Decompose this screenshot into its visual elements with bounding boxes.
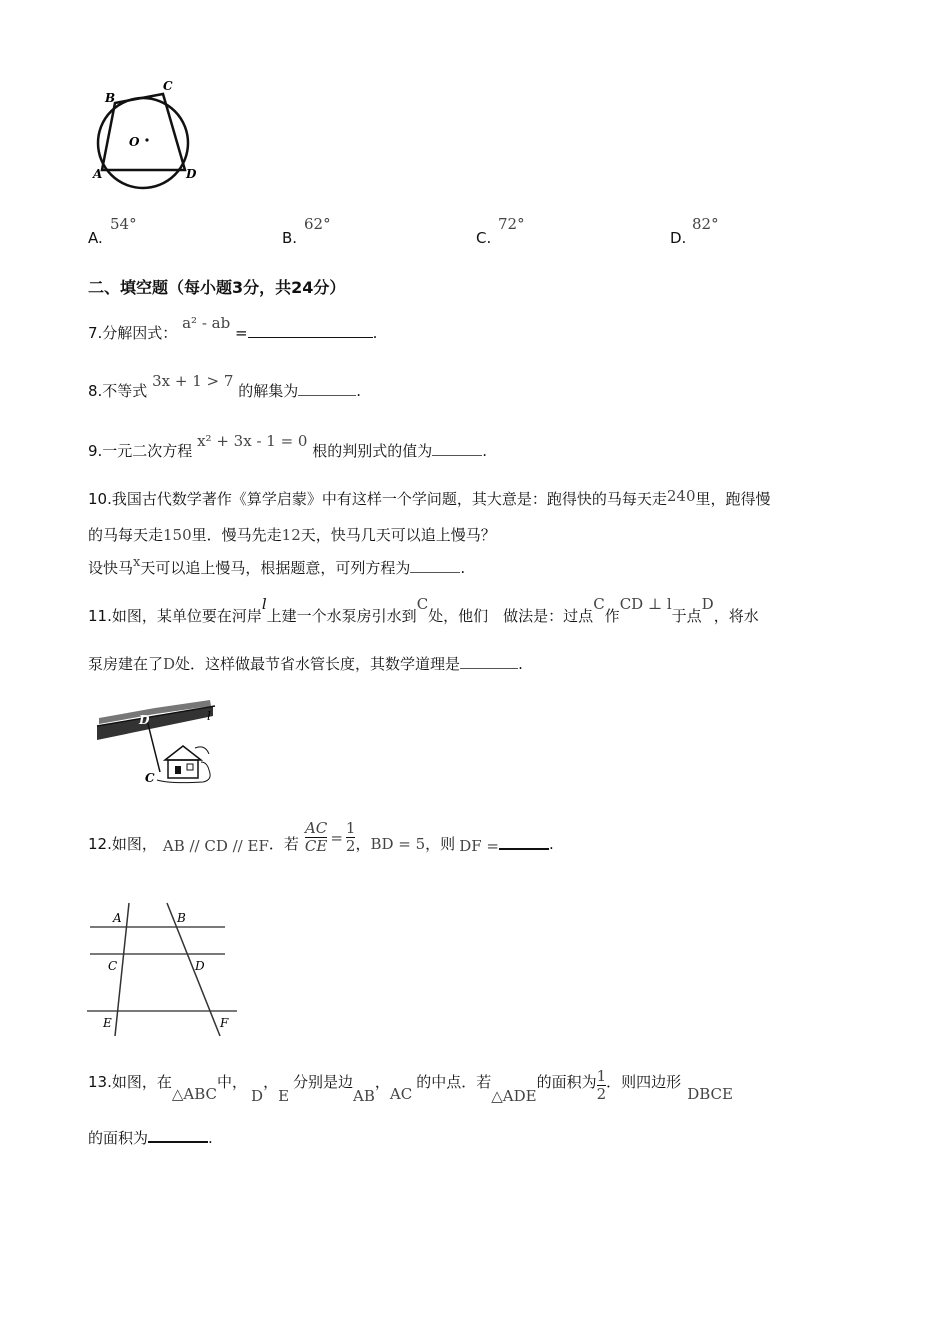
q13-half-den: 2 [596, 1085, 607, 1103]
q12-fraction-ac-ce [305, 820, 327, 855]
q12-half-num: 1 [345, 819, 356, 837]
q12-parallel: AB // CD // EF [162, 836, 269, 855]
q13-dbce: DBCE [687, 1084, 733, 1103]
q7-prefix: 7.分解因式： [88, 324, 178, 342]
q10-x: x [133, 555, 141, 570]
q13-are: 分别是边 [293, 1073, 354, 1091]
q13-fraction-half [597, 1068, 607, 1103]
q11-c: C [416, 595, 429, 613]
q10-n12: 12 [281, 526, 301, 544]
q13-ac: AC [389, 1084, 413, 1103]
q11-cd-perp-l: CD ⊥ l [619, 595, 672, 613]
q13-ab: AB [353, 1086, 375, 1105]
q11-text-1e: 于点 [671, 607, 702, 625]
q11-d2: D [163, 655, 176, 673]
option-a-letter: A. [88, 229, 103, 247]
option-c-letter: C. [476, 229, 492, 247]
q7-expr: a² - ab [182, 314, 231, 332]
question-9: 9.一元二次方程 x² + 3x - 1 = 0 根的判别式的值为 . [88, 432, 488, 460]
q12-half-den: 2 [345, 837, 356, 855]
q9-prefix: 9.一元二次方程 [88, 442, 193, 460]
q10-text-1a: 10.我国古代数学著作《算学启蒙》中有这样一个学问题，其大意是：跑得快的马每天走 [88, 490, 667, 508]
circle-quadrilateral-figure [85, 78, 210, 193]
q11-text-1f: ，将水 [713, 607, 759, 625]
q11-text-1d: 作 [604, 607, 620, 625]
option-a-value: 54° [110, 215, 137, 233]
q13-area: 的面积为 [536, 1073, 597, 1091]
q13-line2: 的面积为 [88, 1129, 149, 1147]
question-11-line1 [88, 593, 759, 625]
fig12-label-c: C [108, 959, 118, 973]
q12-frac-den: CE [304, 837, 328, 855]
q12-answer-blank[interactable] [499, 834, 549, 850]
fig12-label-a: A [113, 911, 122, 925]
q11-text-1b: 上建一个水泵房引水到 [266, 607, 417, 625]
q12-df: DF = [459, 836, 499, 855]
q11-text-1a: 11.如图，某单位要在河岸 [88, 607, 262, 625]
q12-frac-num: AC [304, 819, 328, 837]
q12-if: ．若 [268, 835, 299, 853]
fig-label-l: l [207, 709, 211, 723]
q9-expr: x² + 3x - 1 = 0 [197, 432, 308, 450]
q9-answer-blank[interactable] [432, 441, 482, 456]
label-d: D [186, 167, 197, 181]
q10-answer-blank[interactable] [410, 558, 460, 573]
option-d-letter: D. [670, 229, 687, 247]
q12-fraction-half [346, 820, 356, 855]
transversal-bdf [167, 903, 220, 1036]
q13-tri-ade: △ADE [491, 1086, 537, 1105]
parallel-lines-figure [85, 900, 240, 1040]
label-b: B [105, 91, 116, 105]
q10-text-2a: 的马每天走 [88, 526, 164, 544]
house-icon [157, 746, 210, 783]
question-11-line2: 泵房建在了D处．这样做最节省水管长度，其数学道理是 . [88, 655, 523, 673]
quadrilateral-abcd [102, 94, 185, 170]
question-13-line1: 13.如图，在 △ABC 中， D ， E 分别是边 AB ， AC 的中点．若 △ADE 的面积为 $\frac{1}{2}$ ．则四边形 DBCE [88, 1067, 733, 1105]
q12-eq: = [330, 828, 343, 847]
question-10-line2 [88, 524, 496, 545]
q13-tri-abc: △ABC [171, 1084, 218, 1103]
q11-text-2b: 处．这样做最节省水管长度，其数学道理是 [175, 655, 461, 673]
circle-o [98, 98, 188, 188]
q13-midpoints: 的中点．若 [416, 1073, 492, 1091]
q13-comma: ， [263, 1073, 279, 1091]
q13-prefix: 13.如图，在 [88, 1073, 172, 1091]
label-c: C [163, 79, 173, 93]
q10-text-3a: 设快马 [88, 559, 134, 577]
q12-then: ，则 [425, 835, 456, 853]
option-c[interactable] [476, 215, 626, 245]
fig12-label-b: B [177, 911, 186, 925]
q9-suffix: 根的判别式的值为 [312, 442, 433, 460]
q11-text-1c: 处，他们 做法是：过点 [428, 607, 594, 625]
q8-expr: 3x + 1 > 7 [152, 372, 234, 390]
option-d-value: 82° [692, 215, 719, 233]
question-10-line1 [88, 488, 771, 509]
q13-then: ．则四边形 [606, 1073, 682, 1091]
q8-answer-blank[interactable] [298, 381, 356, 396]
q11-text-2a: 泵房建在了 [88, 655, 164, 673]
option-b-value: 62° [304, 215, 331, 233]
label-o: O [129, 135, 140, 149]
question-13-line2: 的面积为 . [88, 1129, 213, 1147]
q13-mid: 中， [217, 1073, 248, 1091]
label-a: A [93, 167, 103, 181]
q7-equals: = [234, 324, 248, 342]
fig12-label-e: E [103, 1016, 112, 1030]
option-b[interactable] [282, 215, 432, 245]
q11-d: D [701, 595, 714, 613]
option-a[interactable] [88, 215, 238, 245]
q10-text-2b: 里．慢马先走 [191, 526, 282, 544]
fig-label-c: C [145, 771, 155, 785]
q10-n150: 150 [163, 526, 192, 544]
q10-text-1b: 里，跑得慢 [695, 490, 771, 508]
q10-text-3b: 天可以追上慢马，根据题意，可列方程为 [140, 559, 411, 577]
q13-e: E [278, 1086, 290, 1105]
q10-text-2c: 天，快马几天可以追上慢马？ [300, 526, 496, 544]
section-heading: 二、填空题（每小题3分，共24分） [88, 278, 346, 297]
q8-suffix: 的解集为 [238, 382, 299, 400]
q12-prefix: 12.如图， [88, 835, 157, 853]
q10-n240: 240 [666, 487, 696, 505]
q13-half-num: 1 [596, 1067, 607, 1085]
river-pump-figure [95, 688, 220, 788]
q12-bd: BD = 5 [370, 834, 426, 853]
option-c-value: 72° [498, 215, 525, 233]
question-7: 7.分解因式： a² - ab = . [88, 314, 378, 342]
q13-d: D [251, 1086, 264, 1105]
question-10-line3: 设快马x天可以追上慢马，根据题意，可列方程为 . [88, 555, 466, 577]
q8-prefix: 8.不等式 [88, 382, 148, 400]
q11-l: l [261, 595, 267, 613]
option-d[interactable] [670, 215, 820, 245]
center-point [145, 138, 148, 141]
fig-label-d: D [139, 713, 150, 727]
q7-answer-blank[interactable] [248, 323, 373, 338]
option-b-letter: B. [282, 229, 298, 247]
question-8: 8.不等式 3x + 1 > 7 的解集为 . [88, 372, 361, 400]
question-12: 12.如图， AB // CD // EF ．若 $\frac{AC}{CE}$ = $\frac{1}{2}$ ， BD = 5 ，则 DF = . [88, 819, 554, 855]
q11-answer-blank[interactable] [460, 654, 518, 669]
q11-c2: C [593, 595, 605, 613]
q13-answer-blank[interactable] [148, 1127, 208, 1143]
fig12-label-f: F [220, 1016, 229, 1030]
fig12-label-d: D [195, 959, 205, 973]
